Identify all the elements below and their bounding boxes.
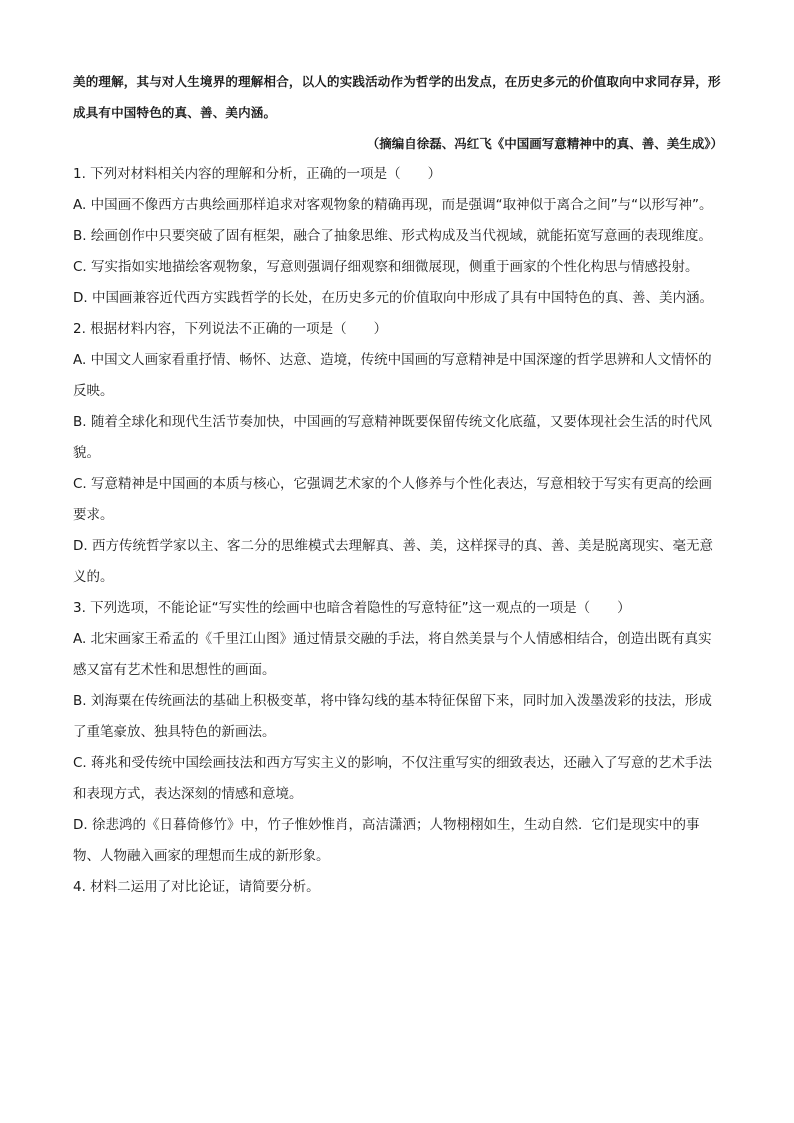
question-2-option-a: A. 中国文人画家看重抒情、畅怀、达意、造境，传统中国画的写意精神是中国深邃的哲学思辨和人文情怀的反映。 <box>73 352 712 399</box>
question-3-stem: 3. 下列选项，不能论证“写实性的绘画中也暗含着隐性的写意特征”这一观点的一项是（ ） <box>73 600 631 616</box>
passage-source: （摘编自徐磊、冯红飞《中国画写意精神中的真、善、美生成》） <box>366 136 723 151</box>
question-2-option-c: C. 写意精神是中国画的本质与核心，它强调艺术家的个人修养与个性化表达，写意相较于写实有更高的绘画要求。 <box>73 476 713 523</box>
question-1-option-a: A. 中国画不像西方古典绘画那样追求对客观物象的精确再现，而是强调“取神似于离合之间”与“以形写神”。 <box>73 197 713 213</box>
question-1-option-c: C. 写实指如实地描绘客观物象，写意则强调仔细观察和细微展现，侧重于画家的个性化构思与情感投射。 <box>73 259 699 275</box>
question-2-stem: 2. 根据材料内容，下列说法不正确的一项是（ ） <box>73 321 388 337</box>
question-1-option-d: D. 中国画兼容近代西方实践哲学的长处，在历史多元的价值取向中形成了具有中国特色的真、善、美内涵。 <box>73 290 713 306</box>
question-4-stem: 4. 材料二运用了对比论证，请简要分析。 <box>73 879 320 895</box>
question-3-option-b: B. 刘海粟在传统画法的基础上积极变革，将中锋勾线的基本特征保留下来，同时加入泼墨泼彩的技法，形成了重笔豪放、独具特色的新画法。 <box>73 693 712 740</box>
passage-text: 美的理解，其与对人生境界的理解相合，以人的实践活动作为哲学的出发点，在历史多元的价值取向中求同存异，形成具有中国特色的真、善、美内涵。 <box>73 74 721 120</box>
document-content <box>73 66 723 903</box>
question-3-option-d: D. 徐悲鸿的《日暮倚修竹》中，竹子惟妙惟肖，高洁潇洒；人物栩栩如生，生动自然．它们是现实中的事物、人物融入画家的理想而生成的新形象。 <box>73 817 700 864</box>
question-3-option-a: A. 北宋画家王希孟的《千里江山图》通过情景交融的手法，将自然美景与个人情感相结合，创造出既有真实感又富有艺术性和思想性的画面。 <box>73 631 712 678</box>
question-2-option-d: D. 西方传统哲学家以主、客二分的思维模式去理解真、善、美，这样探寻的真、善、美是脱离现实、毫无意义的。 <box>73 538 713 585</box>
question-2-option-b: B. 随着全球化和现代生活节奏加快，中国画的写意精神既要保留传统文化底蕴，又要体现社会生活的时代风貌。 <box>73 414 712 461</box>
question-1-option-b: B. 绘画创作中只要突破了固有框架，融合了抽象思维、形式构成及当代视域，就能拓宽写意画的表现维度。 <box>73 228 712 244</box>
question-1-stem: 1. 下列对材料相关内容的理解和分析，正确的一项是（ ） <box>73 166 442 182</box>
question-3-option-c: C. 蒋兆和受传统中国绘画技法和西方写实主义的影响，不仅注重写实的细致表达，还融入了写意的艺术手法和表现方式，表达深刻的情感和意境。 <box>73 755 713 802</box>
